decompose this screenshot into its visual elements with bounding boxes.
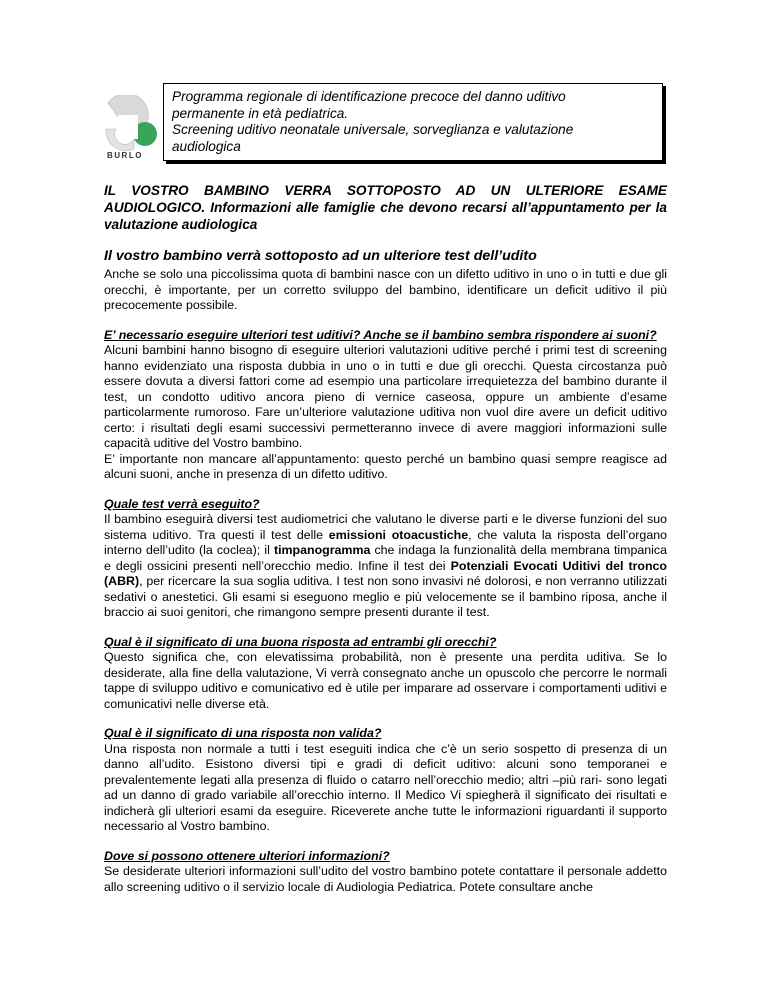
section-5-text: Se desiderate ulteriori informazioni sull’udito del vostro bambino potete contattare il personale addetto allo screening uditivo o il servizio locale di Audiologia Pediatrica. Potete consultare anche: [104, 864, 667, 894]
document-body: [104, 182, 667, 895]
s2-bold-abr: Potenziali Evocati Uditivi del tronco (ABR): [104, 558, 667, 588]
header-line-1: Programma regionale di identificazione precoce del danno uditivo: [172, 89, 566, 104]
section-4-heading: Qual è il significato di una risposta non valida?: [104, 726, 382, 740]
s2-bold-tympanogram: timpanogramma: [273, 543, 371, 557]
s2-bold-otoacoustic: emissioni otoacustiche: [328, 527, 469, 542]
s2-text-3: che indaga la funzionalità della membrana timpanica e degli ossicini presenti nell’orecchio medio. Infine il test dei: [104, 543, 668, 573]
section-2-heading: Quale test verrà eseguito?: [104, 496, 260, 511]
header-line-3: Screening uditivo neonatale universale, sorveglianza e valutazione: [172, 122, 574, 137]
intro-text: Anche se solo una piccolissima quota di bambini nasce con un difetto uditivo in uno o in tutti e due gli orecchi, è importante, per un corretto sviluppo del bambino, identificare un deficit uditivo il più precocemente possibile.: [104, 267, 667, 312]
main-title-line-1: IL VOSTRO BAMBINO VERRA SOTTOPOSTO AD UN ULTERIORE ESAME: [104, 183, 667, 198]
section-3-heading: Qual è il significato di una buona risposta ad entrambi gli orecchi?: [104, 634, 497, 649]
s2-text-2: , che valuta la risposta dell’organo interno dell’udito (la coclea); il: [104, 527, 667, 557]
header-line-4: audiologica: [172, 138, 241, 154]
s2-text-4: , per ricercare la sua soglia uditiva. I test non sono invasivi né dolorosi, e non verranno utilizzati sedativi o anestetici. Gli esami si eseguono meglio e più velocemente se il bambino riposa, anche il braccio ai suoi genitori, che rimangono sempre presenti durante il test.: [104, 574, 667, 619]
section-3-text: Questo significa che, con elevatissima probabilità, non è presente una perdita uditiva. Se lo desiderate, alla fine della valutazione, Vi verrà consegnato anche un opuscolo che percorre le normali tappe di sviluppo uditivo e comunicativo ed è utile per imparare ad osservare i comportamenti uditivi e comunicativi nelle diverse età.: [104, 650, 667, 711]
section-1-heading: E’ necessario eseguire ulteriori test uditivi? Anche se il bambino sembra rispondere ai suoni?: [104, 327, 657, 342]
section-1-paragraph-1: Alcuni bambini hanno bisogno di eseguire ulteriori valutazioni uditive perché i primi test di screening hanno evidenziato una risposta dubbia in uno o in tutti e due gli orecchi. Questa circostanza può essere dovuta a diversi fattori come ad esempio una particolare irrequietezza del bambino durante il test, un condotto uditivo ancora pieno di vernice caseosa, oppure un ambiente d’esame particolarmente rumoroso. Fare un’ulteriore valutazione uditiva non vuol dire avere un deficit uditivo certo: i risultati degli esami successivi permetteranno invece di avere maggiori informazioni sulle capacità uditive del Vostro bambino.: [104, 343, 667, 450]
header-line-2: permanente in età pediatrica.: [172, 105, 349, 121]
intro-heading: Il vostro bambino verrà sottoposto ad un ulteriore test dell’udito: [104, 248, 537, 264]
section-4-text: Una risposta non normale a tutti i test eseguiti indica che c’è un serio sospetto di presenza di un danno all’udito. Esistono diversi tipi e gradi di deficit uditivo: alcuni sono temporanei e prevalentemente legati alla presenza di fluido o catarro nell’orecchio medio; altri –più rari- sono legati ad un danno di grado variabile all’orecchio interno. Il Medico Vi spiegherà il significato dei risultati e indicherà gli ulteriori esami da eseguire. Riceverete anche tutte le informazioni riguardanti il supporto necessario al Vostro bambino.: [104, 741, 667, 833]
program-header-box: [163, 83, 663, 161]
main-title: [104, 182, 667, 233]
logo-text: BURLO: [107, 151, 143, 160]
main-title-rest: AUDIOLOGICO. Informazioni alle famiglie che devono recarsi all’appuntamento per la valutazione audiologica: [104, 200, 667, 232]
section-2-text: [104, 512, 667, 621]
section-5-heading: Dove si possono ottenere ulteriori informazioni?: [104, 848, 390, 863]
s2-text-1: Il bambino eseguirà diversi test audiometrici che valutano le diverse parti e le diverse funzioni del suo sistema uditivo. Tra questi il test delle: [104, 512, 667, 542]
section-1-paragraph-2: E’ importante non mancare all’appuntamento: questo perché un bambino quasi sempre reagisce ad alcuni suoni, anche in presenza di un difetto uditivo.: [104, 451, 667, 481]
